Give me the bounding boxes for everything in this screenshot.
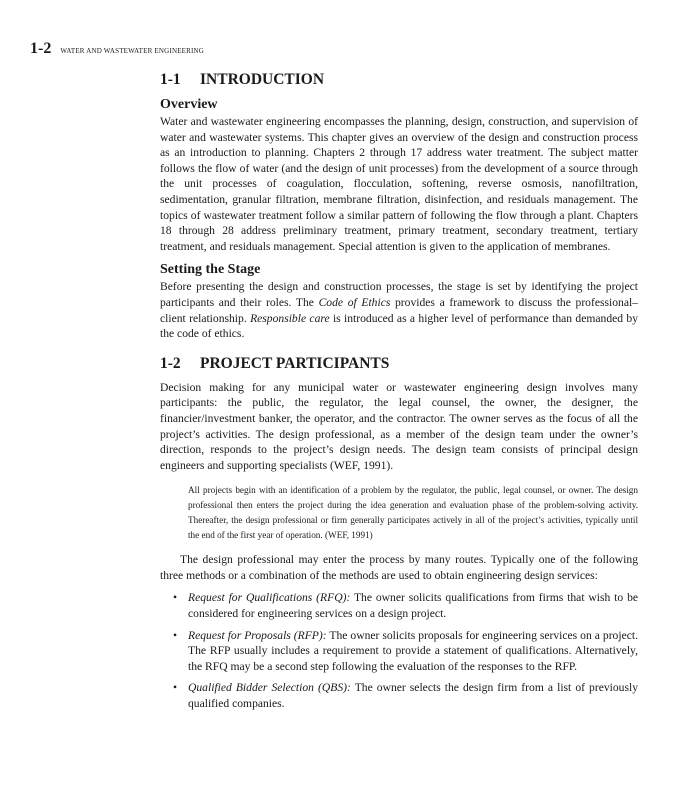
subheading-overview: Overview bbox=[160, 97, 218, 112]
list-item-qbs bbox=[160, 680, 638, 711]
setting-stage-paragraph bbox=[160, 279, 638, 341]
section-number: 1-2 bbox=[160, 354, 181, 372]
bullet-icon: • bbox=[173, 681, 178, 695]
bullet-icon: • bbox=[173, 628, 178, 642]
running-head bbox=[30, 40, 204, 58]
list-item-rfq bbox=[160, 590, 638, 621]
method-text: The owner solicits proposals for engineering services on a project. The RFP usually includes a requirement to provide a statement of qualifications. Alternatively, the RFQ may be a second step following the evaluation of the responses to the RFP. bbox=[188, 628, 638, 673]
section-title: INTRODUCTION bbox=[200, 71, 325, 88]
method-text: The owner solicits qualifications from firms that wish to be considered for engineering services on a design project. bbox=[188, 591, 639, 621]
page-content bbox=[160, 70, 638, 712]
list-item-rfp bbox=[160, 628, 638, 675]
section-title: PROJECT PARTICIPANTS bbox=[200, 354, 390, 372]
method-term: Request for Qualifications (RFQ): bbox=[188, 591, 351, 605]
code-of-ethics-term: Code of Ethics bbox=[318, 295, 391, 309]
methods-list bbox=[160, 590, 638, 711]
bullet-icon: • bbox=[173, 591, 178, 605]
running-head-title: WATER AND WASTEWATER ENGINEERING bbox=[60, 47, 205, 55]
page-number: 1-2 bbox=[30, 40, 52, 57]
setting-stage-text-b: provides a framework to discuss the professional–client relationship. bbox=[160, 295, 638, 325]
overview-paragraph: Water and wastewater engineering encompasses the planning, design, construction, and supervision of water and wastewater systems. This chapter gives an overview of the design and construction process as an introduction to planning. Chapters 2 through 17 address water treatment. The subject matter follows the flow of water (and the design of unit processes) from the development of a source through the unit processes of coagulation, flocculation, softening, reverse osmosis, nanofiltration, sedimentation, granular filtration, membrane filtration, disinfection, and residuals management. The topics of wastewater treatment follow a similar pattern of following the flow through a plant. Chapters 18 through 28 address preliminary treatment, primary treatment, secondary treatment, tertiary treatment, and residuals management. Special attention is given to the application of membranes. bbox=[160, 115, 638, 253]
setting-stage-text-c: is introduced as a higher level of performance than demanded by the code of ethics. bbox=[160, 311, 638, 341]
wef-block-quote: All projects begin with an identification of a problem by the regulator, the public, legal counsel, or owner. The design professional then enters the project during the idea generation and evaluation phase of the problem-solving activity. Thereafter, the design professional or firm generally participates actively in all of the project’s activities, typically until the end of the first year of operation. (WEF, 1991) bbox=[188, 485, 638, 541]
method-term: Request for Proposals (RFP): bbox=[188, 628, 327, 642]
participants-paragraph: Decision making for any municipal water or wastewater engineering design involves many participants: the public, the regulator, the legal counsel, the owner, the designer, the financier/investment banker, the operator, and the contractor. The owner serves as the focus of all the project’s activities. The design professional, as a member of the design team under the owner’s direction, responds to the project’s design needs. The design team consists of principal design engineers and supporting specialists (WEF, 1991). bbox=[160, 380, 638, 472]
subheading-setting-the-stage: Setting the Stage bbox=[160, 262, 261, 278]
section-number: 1-1 bbox=[160, 71, 181, 88]
section-heading-project-participants bbox=[160, 354, 638, 374]
setting-stage-text-a: Before presenting the design and construction processes, the stage is set by identifying the project participants and their roles. The bbox=[160, 280, 638, 309]
method-term: Qualified Bidder Selection (QBS): bbox=[188, 681, 351, 695]
responsible-care-term: Responsible care bbox=[250, 311, 330, 325]
section-heading-introduction bbox=[160, 70, 638, 90]
routes-paragraph: The design professional may enter the process by many routes. Typically one of the following three methods or a combination of the methods are used to obtain engineering design services: bbox=[160, 553, 638, 582]
method-text: The owner selects the design firm from a list of previously qualified companies. bbox=[188, 681, 638, 711]
